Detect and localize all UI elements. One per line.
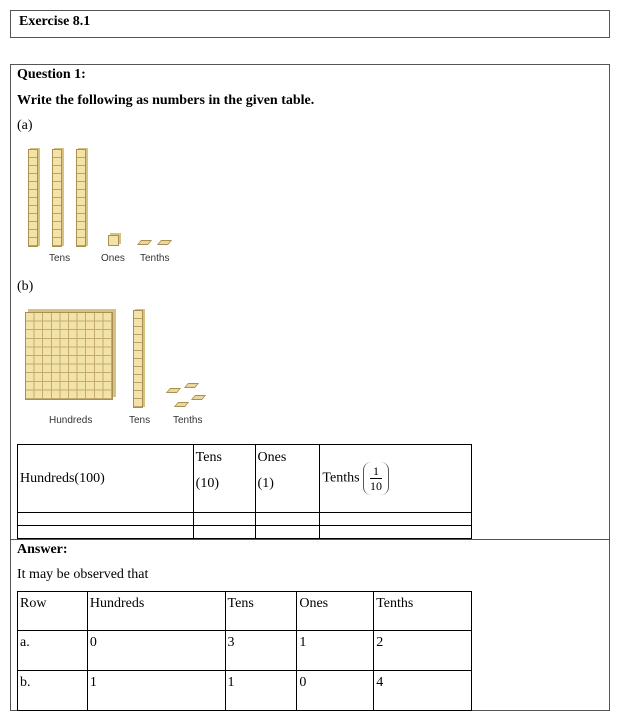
tenths-header-cell: [320, 445, 472, 513]
figure-b-tens-label: Tens: [129, 415, 151, 426]
tens-header: Tens: [195, 450, 222, 465]
blank-row-2: [18, 526, 472, 539]
table-row: [18, 671, 472, 711]
tenth-flat-b1: [184, 383, 199, 388]
answer-intro: It may be observed that: [17, 567, 149, 582]
figure-b-hundreds-label: Hundreds: [49, 415, 93, 426]
row-b-label: b.: [18, 671, 88, 711]
answer-heading: Answer:: [17, 542, 68, 557]
question-heading: Question 1:: [17, 67, 86, 82]
table-header-row: [18, 445, 472, 513]
tenth-flat-1: [137, 240, 152, 245]
answer-header-row: [18, 592, 472, 631]
row-b-ones: 0: [297, 671, 374, 711]
blank-place-value-table: [17, 444, 472, 539]
tenths-fraction: [363, 462, 389, 495]
answer-col-tens: Tens: [225, 592, 297, 631]
row-a-hundreds: 0: [87, 631, 225, 671]
table-row: [18, 631, 472, 671]
row-a-label: a.: [18, 631, 88, 671]
figure-a-tenths-label: Tenths: [140, 253, 170, 264]
row-a-ones: 1: [297, 631, 374, 671]
part-b-label: (b): [17, 279, 34, 294]
blank-row-1: [18, 513, 472, 526]
answer-table: [17, 591, 472, 711]
exercise-header-box: [10, 10, 610, 38]
blank-cell: [193, 513, 255, 526]
exercise-title: Exercise 8.1: [19, 14, 91, 29]
answer-col-hundreds: Hundreds: [87, 592, 225, 631]
answer-col-ones: Ones: [297, 592, 374, 631]
figure-a-ones-label: Ones: [101, 253, 125, 264]
ones-header: Ones: [257, 450, 287, 465]
hundred-square: [25, 312, 113, 400]
row-b-hundreds: 1: [87, 671, 225, 711]
tenth-flat-b4: [174, 402, 189, 407]
row-a-tenths: 2: [374, 631, 472, 671]
blank-cell: [18, 526, 194, 539]
row-b-tens: 1: [225, 671, 297, 711]
tens-value: (10): [195, 476, 219, 491]
tenth-flat-b3: [191, 395, 206, 400]
fraction-denominator: 10: [370, 479, 383, 493]
blank-cell: [193, 526, 255, 539]
tens-header-cell: [193, 445, 255, 513]
ten-rod-2: [52, 149, 62, 247]
row-a-tens: 3: [225, 631, 297, 671]
blank-cell: [18, 513, 194, 526]
blank-cell: [320, 526, 472, 539]
answer-col-row: Row: [18, 592, 88, 631]
tenth-flat-b2: [166, 388, 181, 393]
tenth-flat-2: [157, 240, 172, 245]
blank-cell: [320, 513, 472, 526]
ten-rod-1: [28, 149, 38, 247]
hundreds-header-cell: [18, 445, 194, 513]
answer-col-tenths: Tenths: [374, 592, 472, 631]
ones-header-cell: [255, 445, 320, 513]
part-a-label: (a): [17, 118, 33, 133]
figure-a-tens-label: Tens: [49, 253, 71, 264]
ones-value: (1): [257, 476, 274, 491]
figure-b-tenths-label: Tenths: [173, 415, 203, 426]
row-b-tenths: 4: [374, 671, 472, 711]
hundreds-header: Hundreds(100): [20, 470, 105, 486]
ten-rod-b: [133, 310, 143, 408]
tenths-header: Tenths: [322, 470, 360, 486]
blank-cell: [255, 526, 320, 539]
fraction-numerator: 1: [370, 464, 382, 479]
blank-cell: [255, 513, 320, 526]
ten-rod-3: [76, 149, 86, 247]
one-cube: [108, 235, 119, 246]
question-prompt: Write the following as numbers in the given table.: [17, 93, 315, 108]
